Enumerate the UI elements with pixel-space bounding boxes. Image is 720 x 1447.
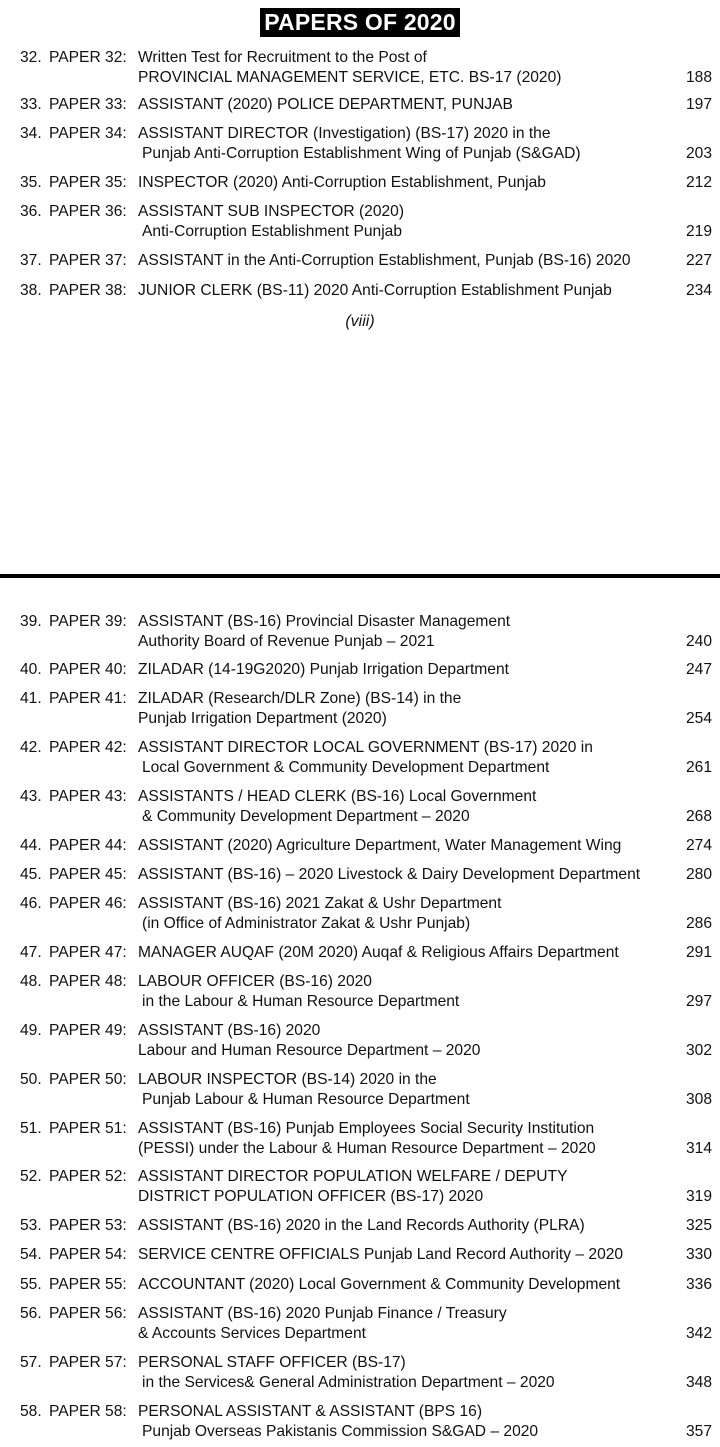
entry-title-line-1: SERVICE CENTRE OFFICIALS Punjab Land Record Authority – 2020	[138, 1246, 624, 1263]
entry-title-line-2: (in Office of Administrator Zakat & Ushr Punjab)	[142, 915, 471, 932]
page-number: 280	[685, 866, 712, 883]
entry-number: 41.	[20, 690, 42, 707]
entry-title-line-1: ASSISTANT (BS-16) Provincial Disaster Management	[138, 613, 511, 630]
entry-title-line-1: LABOUR INSPECTOR (BS-14) 2020 in the	[138, 1071, 437, 1088]
entry-number: 55.	[20, 1276, 42, 1293]
entry-number: 39.	[20, 613, 42, 630]
entry-title-line-2: in the Services& General Administration Department – 2020	[142, 1374, 555, 1391]
page-divider	[0, 574, 720, 578]
page-number: 197	[685, 96, 712, 113]
page-number: 291	[685, 944, 712, 961]
entry-number: 50.	[20, 1071, 42, 1088]
entry-title-line-1: ASSISTANT (2020) POLICE DEPARTMENT, PUNJAB	[138, 96, 513, 113]
page-number: 261	[685, 759, 712, 776]
entry-title-line-1: ASSISTANT (2020) Agriculture Department, Water Management Wing	[138, 837, 622, 854]
page-number: 254	[685, 710, 712, 727]
entry-title-line-1: ASSISTANT (BS-16) 2020 in the Land Records Authority (PLRA)	[138, 1217, 585, 1234]
page-number: 357	[685, 1423, 712, 1440]
page-title: PAPERS OF 2020	[260, 8, 460, 37]
entry-number: 35.	[20, 174, 42, 191]
page-number: 227	[685, 252, 712, 269]
paper-label: PAPER 39:	[49, 613, 127, 630]
entry-number: 44.	[20, 837, 42, 854]
page-number: 325	[685, 1217, 712, 1234]
paper-label: PAPER 56:	[49, 1305, 127, 1322]
paper-label: PAPER 51:	[49, 1120, 127, 1137]
page-number: 234	[685, 282, 712, 299]
paper-label: PAPER 52:	[49, 1168, 127, 1185]
entry-title-line-1: ASSISTANTS / HEAD CLERK (BS-16) Local Government	[138, 788, 537, 805]
paper-label: PAPER 53:	[49, 1217, 127, 1234]
page-number: 314	[685, 1140, 712, 1157]
page-header	[0, 8, 720, 37]
paper-label: PAPER 45:	[49, 866, 127, 883]
entry-number: 46.	[20, 895, 42, 912]
page-number: 240	[685, 633, 712, 650]
paper-label: PAPER 37:	[49, 252, 127, 269]
paper-label: PAPER 50:	[49, 1071, 127, 1088]
entry-title-line-1: ASSISTANT DIRECTOR LOCAL GOVERNMENT (BS-17) 2020 in	[138, 739, 593, 756]
paper-label: PAPER 38:	[49, 282, 127, 299]
paper-label: PAPER 35:	[49, 174, 127, 191]
page-number: 342	[685, 1325, 712, 1342]
entry-title-line-2: Punjab Overseas Pakistanis Commission S&GAD – 2020	[142, 1423, 539, 1440]
entry-number: 54.	[20, 1246, 42, 1263]
entry-title-line-2: & Community Development Department – 2020	[142, 808, 470, 825]
entry-number: 42.	[20, 739, 42, 756]
entry-number: 43.	[20, 788, 42, 805]
entry-number: 34.	[20, 125, 42, 142]
page-number: 203	[685, 145, 712, 162]
entry-title-line-1: ASSISTANT (BS-16) 2020 Punjab Finance / Treasury	[138, 1305, 507, 1322]
entry-title-line-2: (PESSI) under the Labour & Human Resource Department – 2020	[138, 1140, 596, 1157]
paper-label: PAPER 40:	[49, 661, 127, 678]
entry-title-line-1: INSPECTOR (2020) Anti-Corruption Establishment, Punjab	[138, 174, 546, 191]
entry-number: 47.	[20, 944, 42, 961]
paper-label: PAPER 32:	[49, 49, 127, 66]
page-number: 212	[685, 174, 712, 191]
paper-label: PAPER 46:	[49, 895, 127, 912]
entry-number: 58.	[20, 1403, 42, 1420]
entry-number: 57.	[20, 1354, 42, 1371]
entry-title-line-2: DISTRICT POPULATION OFFICER (BS-17) 2020	[138, 1188, 484, 1205]
paper-label: PAPER 43:	[49, 788, 127, 805]
page-number: 302	[685, 1042, 712, 1059]
page-number: 274	[685, 837, 712, 854]
entry-number: 37.	[20, 252, 42, 269]
page-number: 247	[685, 661, 712, 678]
paper-label: PAPER 42:	[49, 739, 127, 756]
entry-title-line-1: ASSISTANT (BS-16) 2020	[138, 1022, 321, 1039]
entry-number: 52.	[20, 1168, 42, 1185]
entry-number: 49.	[20, 1022, 42, 1039]
entry-title-line-1: ASSISTANT in the Anti-Corruption Establishment, Punjab (BS-16) 2020	[138, 252, 631, 269]
entry-title-line-1: ZILADAR (Research/DLR Zone) (BS-14) in the	[138, 690, 462, 707]
entry-number: 51.	[20, 1120, 42, 1137]
paper-label: PAPER 44:	[49, 837, 127, 854]
paper-label: PAPER 41:	[49, 690, 127, 707]
paper-label: PAPER 58:	[49, 1403, 127, 1420]
paper-label: PAPER 49:	[49, 1022, 127, 1039]
paper-label: PAPER 33:	[49, 96, 127, 113]
entry-title-line-1: ASSISTANT SUB INSPECTOR (2020)	[138, 203, 405, 220]
entry-title-line-1: MANAGER AUQAF (20M 2020) Auqaf & Religious Affairs Department	[138, 944, 619, 961]
entry-number: 53.	[20, 1217, 42, 1234]
entry-title-line-1: ASSISTANT (BS-16) Punjab Employees Social Security Institution	[138, 1120, 595, 1137]
entry-title-line-2: PROVINCIAL MANAGEMENT SERVICE, ETC. BS-17 (2020)	[138, 69, 562, 86]
entry-title-line-1: ACCOUNTANT (2020) Local Government & Community Development	[138, 1276, 621, 1293]
entry-title-line-1: ASSISTANT (BS-16) 2021 Zakat & Ushr Department	[138, 895, 502, 912]
page-number: 336	[685, 1276, 712, 1293]
entry-title-line-1: LABOUR OFFICER (BS-16) 2020	[138, 973, 372, 990]
page-number: 297	[685, 993, 712, 1010]
entry-title-line-2: in the Labour & Human Resource Department	[142, 993, 460, 1010]
entry-number: 33.	[20, 96, 42, 113]
paper-label: PAPER 55:	[49, 1276, 127, 1293]
page-number: 268	[685, 808, 712, 825]
entry-title-line-2: Punjab Irrigation Department (2020)	[138, 710, 387, 727]
page-number: 286	[685, 915, 712, 932]
entry-title-line-1: ASSISTANT (BS-16) – 2020 Livestock & Dairy Development Department	[138, 866, 641, 883]
entry-title-line-2: Local Government & Community Development Department	[142, 759, 550, 776]
paper-label: PAPER 57:	[49, 1354, 127, 1371]
entry-title-line-1: ZILADAR (14-19G2020) Punjab Irrigation Department	[138, 661, 509, 678]
entry-number: 36.	[20, 203, 42, 220]
page-number: 348	[685, 1374, 712, 1391]
entry-title-line-2: Punjab Labour & Human Resource Department	[142, 1091, 470, 1108]
paper-label: PAPER 54:	[49, 1246, 127, 1263]
entry-title-line-1: ASSISTANT DIRECTOR (Investigation) (BS-17) 2020 in the	[138, 125, 551, 142]
paper-label: PAPER 48:	[49, 973, 127, 990]
entry-title-line-1: PERSONAL STAFF OFFICER (BS-17)	[138, 1354, 406, 1371]
entry-number: 56.	[20, 1305, 42, 1322]
entry-number: 38.	[20, 282, 42, 299]
entry-title-line-2: Anti-Corruption Establishment Punjab	[142, 223, 403, 240]
entry-title-line-2: Labour and Human Resource Department – 2020	[138, 1042, 481, 1059]
entry-title-line-1: ASSISTANT DIRECTOR POPULATION WELFARE / DEPUTY	[138, 1168, 568, 1185]
entry-title-line-2: Authority Board of Revenue Punjab – 2021	[138, 633, 435, 650]
entry-title-line-1: JUNIOR CLERK (BS-11) 2020 Anti-Corruption Establishment Punjab	[138, 282, 612, 299]
page-marker: (viii)	[345, 313, 375, 330]
page-number: 308	[685, 1091, 712, 1108]
entry-title-line-1: Written Test for Recruitment to the Post of	[138, 49, 427, 66]
page-number: 319	[685, 1188, 712, 1205]
paper-label: PAPER 47:	[49, 944, 127, 961]
entry-title-line-2: & Accounts Services Department	[138, 1325, 366, 1342]
paper-label: PAPER 34:	[49, 125, 127, 142]
entry-title-line-2: Punjab Anti-Corruption Establishment Wing of Punjab (S&GAD)	[142, 145, 581, 162]
entry-number: 45.	[20, 866, 42, 883]
paper-label: PAPER 36:	[49, 203, 127, 220]
entry-number: 40.	[20, 661, 42, 678]
entry-title-line-1: PERSONAL ASSISTANT & ASSISTANT (BPS 16)	[138, 1403, 483, 1420]
entry-number: 48.	[20, 973, 42, 990]
entry-number: 32.	[20, 49, 42, 66]
page-number: 219	[685, 223, 712, 240]
page-number: 188	[685, 69, 712, 86]
page-number: 330	[685, 1246, 712, 1263]
